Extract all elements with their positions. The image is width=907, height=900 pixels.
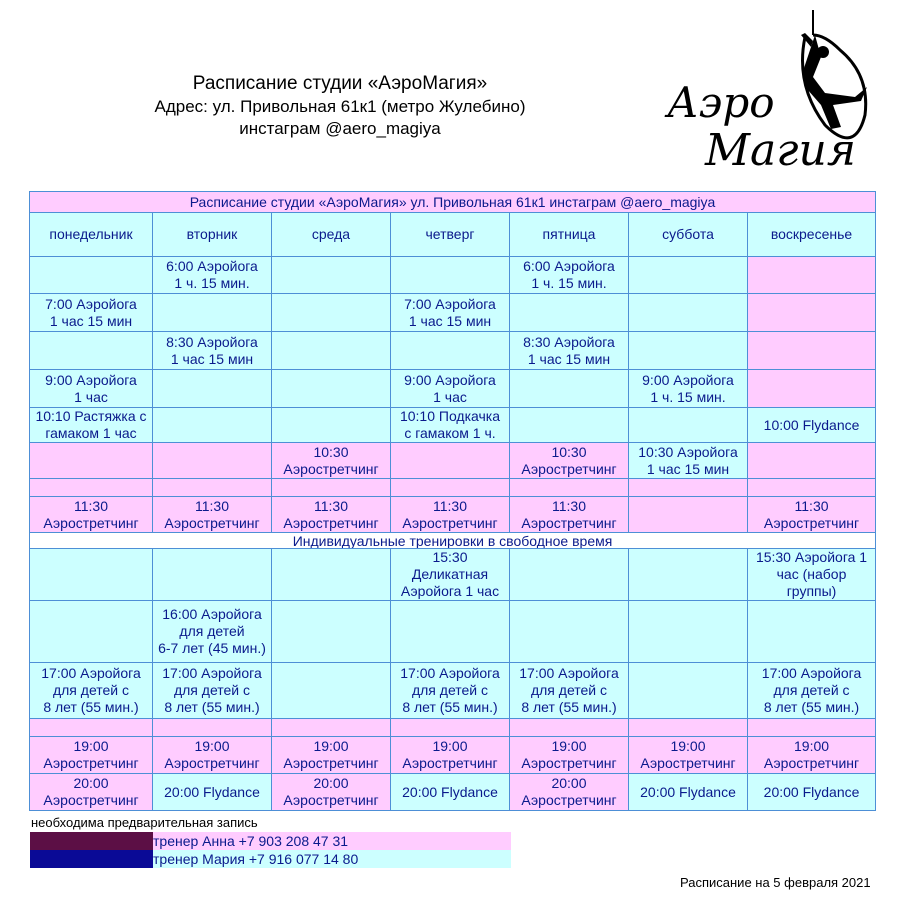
empty-slot bbox=[153, 549, 272, 601]
class-slot-line: 19:00 bbox=[313, 738, 349, 754]
class-slot bbox=[30, 737, 153, 774]
class-slot bbox=[629, 774, 748, 811]
class-slot-line: Аэростретчинг bbox=[521, 755, 617, 771]
empty-slot bbox=[391, 719, 510, 737]
legend-swatch bbox=[30, 850, 153, 868]
class-slot bbox=[153, 737, 272, 774]
class-slot-line: Аэростретчинг bbox=[43, 514, 139, 531]
empty-slot bbox=[272, 294, 391, 332]
class-slot bbox=[153, 774, 272, 811]
class-slot bbox=[629, 737, 748, 774]
empty-slot bbox=[510, 549, 629, 601]
day-header: пятница bbox=[510, 213, 629, 257]
class-slot-line: Аэростретчинг bbox=[640, 755, 736, 771]
empty-slot bbox=[272, 549, 391, 601]
class-slot bbox=[30, 663, 153, 719]
class-slot-line: 8 лет (55 мин.) bbox=[763, 699, 860, 715]
day-header: суббота bbox=[629, 213, 748, 257]
empty-slot bbox=[30, 549, 153, 601]
class-slot bbox=[510, 663, 629, 719]
class-slot-line: 6:00 Аэройога bbox=[523, 258, 615, 274]
empty-slot bbox=[748, 332, 876, 370]
class-slot-line: группы) bbox=[786, 583, 837, 599]
empty-slot bbox=[30, 257, 153, 294]
empty-slot bbox=[748, 257, 876, 294]
aerial-dancer-silhouette-icon bbox=[655, 5, 895, 180]
class-slot-line: 1 ч. 15 мин. bbox=[650, 388, 726, 405]
class-slot-line: для детей с bbox=[411, 682, 489, 698]
empty-slot bbox=[272, 663, 391, 719]
class-slot bbox=[30, 408, 153, 443]
class-slot-line: Деликатная bbox=[411, 566, 489, 582]
class-slot-line: 1 час bbox=[74, 388, 108, 405]
class-slot-line: 17:00 Аэройога bbox=[400, 665, 500, 681]
empty-slot bbox=[153, 370, 272, 408]
page-title: Расписание студии «АэроМагия» bbox=[192, 73, 488, 94]
empty-slot bbox=[629, 497, 748, 533]
class-slot-line: 1 час bbox=[433, 388, 467, 405]
empty-slot bbox=[629, 294, 748, 332]
class-slot-line: Аэростретчинг bbox=[43, 792, 139, 808]
individual-training-note: Индивидуальные тренировки в свободное время bbox=[30, 533, 876, 549]
class-slot bbox=[153, 332, 272, 370]
empty-slot bbox=[153, 408, 272, 443]
empty-slot bbox=[391, 257, 510, 294]
empty-slot bbox=[629, 479, 748, 497]
class-slot-line: Аэростретчинг bbox=[283, 514, 379, 531]
class-slot bbox=[153, 663, 272, 719]
class-slot-line: 19:00 bbox=[794, 738, 830, 754]
class-slot bbox=[272, 443, 391, 479]
class-slot-line: 20:00 bbox=[73, 775, 109, 791]
class-slot-line: Аэройога 1 час bbox=[400, 583, 500, 599]
class-slot-line: 1 час 15 мин bbox=[49, 312, 133, 329]
class-slot-line: 19:00 bbox=[194, 738, 230, 754]
class-slot-line: Аэростретчинг bbox=[283, 792, 379, 808]
class-slot-line: 1 час 15 мин bbox=[408, 312, 492, 329]
class-slot bbox=[391, 549, 510, 601]
empty-slot bbox=[272, 370, 391, 408]
class-slot bbox=[153, 257, 272, 294]
instagram-handle: инстаграм @aero_magiya bbox=[239, 119, 441, 138]
empty-slot bbox=[748, 601, 876, 663]
empty-slot bbox=[30, 479, 153, 497]
class-slot-line: 11:30 bbox=[314, 497, 348, 514]
class-slot bbox=[748, 774, 876, 811]
day-header: вторник bbox=[153, 213, 272, 257]
class-slot-line: Аэростретчинг bbox=[521, 514, 617, 531]
class-slot-line: Аэростретчинг bbox=[164, 514, 260, 531]
class-slot bbox=[30, 294, 153, 332]
class-slot bbox=[510, 443, 629, 479]
empty-slot bbox=[510, 479, 629, 497]
class-slot-line: 8 лет (55 мин.) bbox=[402, 699, 498, 715]
day-header: воскресенье bbox=[748, 213, 876, 257]
class-slot-line: 8 лет (55 мин.) bbox=[43, 699, 139, 715]
class-slot-line: для детей с bbox=[773, 682, 850, 698]
class-slot-line: 20:00 bbox=[313, 775, 349, 791]
day-header: четверг bbox=[391, 213, 510, 257]
class-slot-line: 20:00 Flydance bbox=[763, 783, 860, 800]
class-slot bbox=[391, 663, 510, 719]
class-slot-line: 20:00 Flydance bbox=[164, 783, 260, 800]
class-slot-line: 20:00 Flydance bbox=[402, 783, 498, 800]
class-slot bbox=[510, 332, 629, 370]
logo-line2: Магия bbox=[705, 125, 856, 176]
day-header: среда bbox=[272, 213, 391, 257]
empty-slot bbox=[629, 549, 748, 601]
empty-slot bbox=[748, 479, 876, 497]
logo-line1: Аэро bbox=[667, 78, 775, 127]
legend-trainer-anna bbox=[30, 832, 511, 850]
class-slot bbox=[153, 601, 272, 663]
class-slot-line: 19:00 bbox=[670, 738, 706, 754]
class-slot-line: 10:10 Подкачка bbox=[399, 408, 501, 424]
class-slot-line: 10:00 Flydance bbox=[763, 416, 860, 433]
class-slot-line: для детей с bbox=[530, 682, 608, 698]
empty-slot bbox=[510, 601, 629, 663]
empty-slot bbox=[629, 601, 748, 663]
empty-slot bbox=[153, 294, 272, 332]
class-slot bbox=[510, 497, 629, 533]
empty-slot bbox=[30, 719, 153, 737]
class-slot-line: 11:30 bbox=[433, 497, 467, 514]
empty-slot bbox=[629, 663, 748, 719]
class-slot-line: Аэростретчинг bbox=[402, 514, 498, 531]
empty-slot bbox=[153, 719, 272, 737]
class-slot bbox=[748, 663, 876, 719]
class-slot bbox=[272, 497, 391, 533]
class-slot-line: 1 час 15 мин bbox=[646, 460, 730, 477]
class-slot-line: Аэростретчинг bbox=[283, 755, 379, 771]
class-slot-line: для детей с bbox=[173, 682, 251, 698]
class-slot bbox=[30, 774, 153, 811]
day-header: понедельник bbox=[30, 213, 153, 257]
class-slot-line: 10:30 bbox=[313, 443, 349, 460]
class-slot-line: 8 лет (55 мин.) bbox=[521, 699, 617, 715]
empty-slot bbox=[272, 408, 391, 443]
empty-slot bbox=[272, 601, 391, 663]
class-slot-line: 9:00 Аэройога bbox=[45, 371, 137, 388]
class-slot-line: 7:00 Аэройога bbox=[404, 295, 496, 312]
class-slot-line: 10:30 bbox=[551, 443, 587, 460]
empty-slot bbox=[272, 719, 391, 737]
class-slot bbox=[391, 294, 510, 332]
class-slot bbox=[629, 370, 748, 408]
class-slot-line: 6:00 Аэройога bbox=[166, 258, 258, 274]
class-slot-line: Аэростретчинг bbox=[164, 755, 260, 771]
schedule-date: Расписание на 5 февраля 2021 bbox=[680, 875, 871, 890]
class-slot bbox=[272, 774, 391, 811]
empty-slot bbox=[510, 370, 629, 408]
class-slot bbox=[391, 408, 510, 443]
class-slot-line: Аэростретчинг bbox=[763, 755, 860, 771]
legend-label: тренер Анна +7 903 208 47 31 bbox=[153, 832, 511, 850]
class-slot-line: 19:00 bbox=[73, 738, 109, 754]
class-slot-line: 19:00 bbox=[432, 738, 468, 754]
class-slot-line: 6-7 лет (45 мин.) bbox=[158, 640, 266, 656]
empty-slot bbox=[748, 370, 876, 408]
booking-note: необходима предварительная запись bbox=[31, 815, 258, 830]
empty-slot bbox=[748, 443, 876, 479]
class-slot-line: 20:00 Flydance bbox=[640, 783, 736, 800]
empty-slot bbox=[272, 332, 391, 370]
empty-slot bbox=[629, 719, 748, 737]
empty-slot bbox=[629, 257, 748, 294]
legend-trainer-maria bbox=[30, 850, 511, 868]
class-slot bbox=[748, 497, 876, 533]
page-header bbox=[95, 72, 585, 140]
class-slot-line: 1 ч. 15 мин. bbox=[531, 275, 607, 291]
class-slot-line: 7:00 Аэройога bbox=[45, 295, 137, 312]
class-slot-line: 17:00 Аэройога bbox=[41, 665, 141, 681]
class-slot-line: час (набор bbox=[776, 566, 847, 582]
class-slot-line: для детей bbox=[179, 623, 245, 639]
class-slot-line: 1 час 15 мин bbox=[170, 350, 254, 367]
class-slot-line: Аэростретчинг bbox=[283, 460, 379, 477]
class-slot-line: Аэростретчинг bbox=[763, 514, 860, 531]
empty-slot bbox=[272, 257, 391, 294]
class-slot-line: 8 лет (55 мин.) bbox=[164, 699, 260, 715]
class-slot-line: 15:30 bbox=[432, 549, 468, 565]
empty-slot bbox=[510, 408, 629, 443]
studio-logo bbox=[655, 5, 895, 180]
class-slot-line: 10:10 Растяжка с bbox=[35, 408, 147, 424]
class-slot-line: 8:30 Аэройога bbox=[523, 333, 615, 350]
class-slot bbox=[391, 497, 510, 533]
class-slot bbox=[510, 257, 629, 294]
class-slot bbox=[510, 774, 629, 811]
class-slot bbox=[629, 443, 748, 479]
class-slot-line: для детей с bbox=[52, 682, 130, 698]
empty-slot bbox=[391, 332, 510, 370]
legend-swatch bbox=[30, 832, 153, 850]
class-slot-line: 17:00 Аэройога bbox=[761, 665, 862, 681]
class-slot-line: 9:00 Аэройога bbox=[642, 371, 734, 388]
class-slot-line: Аэростретчинг bbox=[43, 755, 139, 771]
class-slot-line: 11:30 bbox=[552, 497, 586, 514]
class-slot-line: 9:00 Аэройога bbox=[404, 371, 496, 388]
class-slot-line: 16:00 Аэройога bbox=[162, 606, 262, 622]
class-slot bbox=[510, 737, 629, 774]
class-slot bbox=[391, 737, 510, 774]
class-slot bbox=[153, 497, 272, 533]
class-slot-line: 11:30 bbox=[195, 497, 229, 514]
empty-slot bbox=[30, 332, 153, 370]
empty-slot bbox=[153, 479, 272, 497]
class-slot-line: 19:00 bbox=[551, 738, 587, 754]
schedule-table bbox=[29, 191, 876, 811]
class-slot-line: 20:00 bbox=[551, 775, 587, 791]
class-slot-line: 1 ч. 15 мин. bbox=[174, 275, 250, 291]
class-slot-line: 15:30 Аэройога 1 bbox=[755, 549, 868, 565]
schedule-banner: Расписание студии «АэроМагия» ул. Привольная 61к1 инстаграм @aero_magiya bbox=[30, 192, 876, 213]
empty-slot bbox=[748, 294, 876, 332]
empty-slot bbox=[629, 332, 748, 370]
class-slot-line: 17:00 Аэройога bbox=[519, 665, 619, 681]
class-slot bbox=[748, 549, 876, 601]
empty-slot bbox=[629, 408, 748, 443]
empty-slot bbox=[510, 294, 629, 332]
empty-slot bbox=[272, 479, 391, 497]
empty-slot bbox=[510, 719, 629, 737]
class-slot-line: Аэростретчинг bbox=[402, 755, 498, 771]
empty-slot bbox=[153, 443, 272, 479]
empty-slot bbox=[30, 601, 153, 663]
class-slot-line: 17:00 Аэройога bbox=[162, 665, 262, 681]
class-slot bbox=[272, 737, 391, 774]
class-slot-line: 8:30 Аэройога bbox=[166, 333, 258, 350]
class-slot-line: гамаком 1 час bbox=[45, 425, 137, 441]
class-slot bbox=[748, 737, 876, 774]
class-slot bbox=[30, 370, 153, 408]
class-slot-line: 11:30 bbox=[794, 497, 829, 514]
studio-address: Адрес: ул. Привольная 61к1 (метро Жулебино) bbox=[154, 97, 526, 116]
empty-slot bbox=[391, 601, 510, 663]
class-slot-line: 1 час 15 мин bbox=[527, 350, 611, 367]
class-slot bbox=[391, 370, 510, 408]
class-slot-line: 10:30 Аэройога bbox=[638, 443, 738, 460]
empty-slot bbox=[748, 719, 876, 737]
empty-slot bbox=[30, 443, 153, 479]
class-slot bbox=[748, 408, 876, 443]
class-slot-line: Аэростретчинг bbox=[521, 792, 617, 808]
legend-label: тренер Мария +7 916 077 14 80 bbox=[153, 850, 511, 868]
class-slot-line: с гамаком 1 ч. bbox=[404, 425, 496, 441]
empty-slot bbox=[391, 443, 510, 479]
class-slot bbox=[30, 497, 153, 533]
class-slot-line: 11:30 bbox=[74, 497, 108, 514]
class-slot bbox=[391, 774, 510, 811]
empty-slot bbox=[391, 479, 510, 497]
class-slot-line: Аэростретчинг bbox=[521, 460, 617, 477]
